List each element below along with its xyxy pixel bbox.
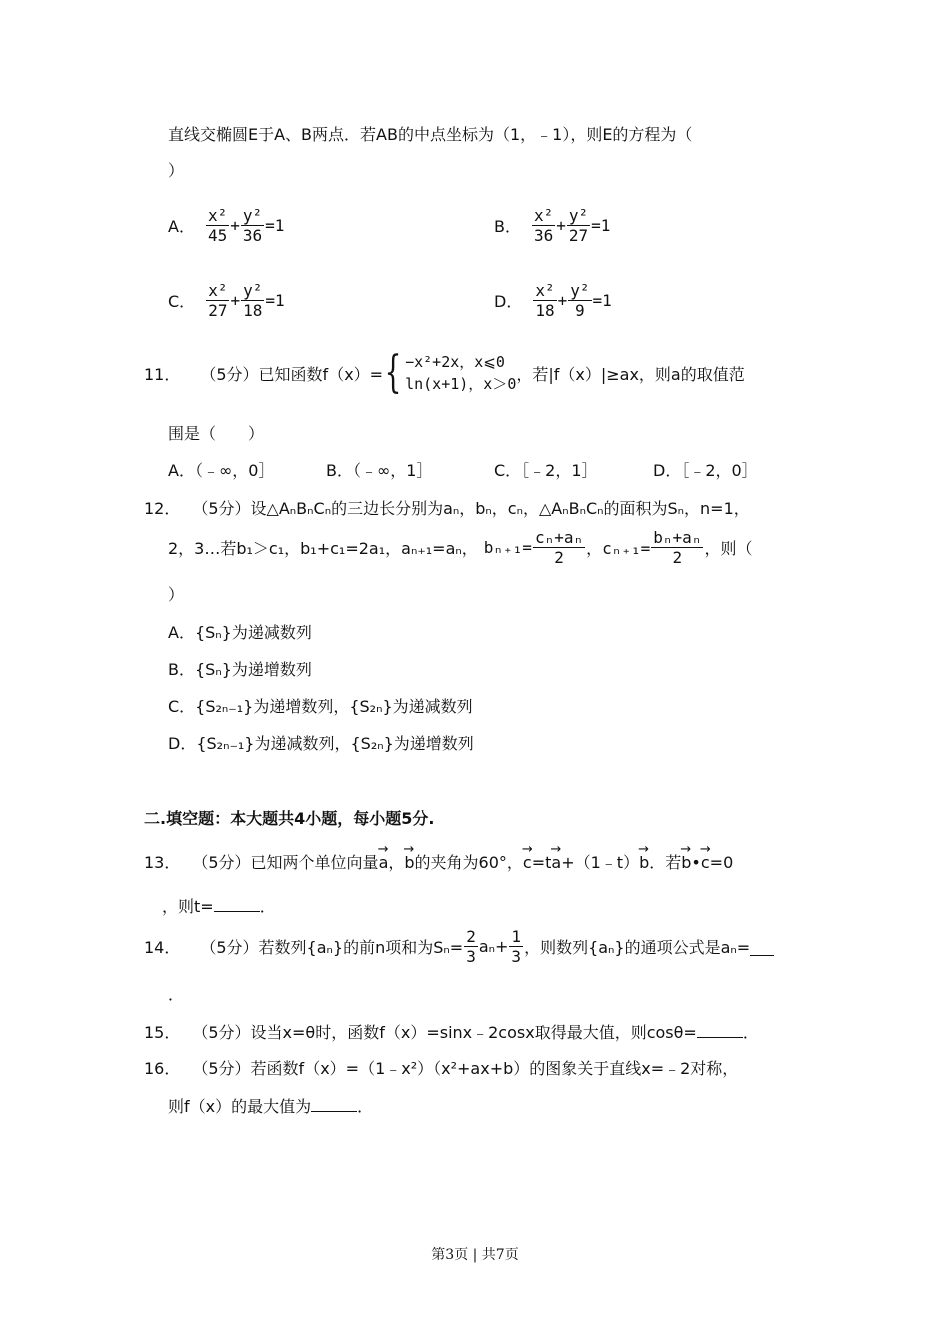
q10-option-b: B． $\frac{\text{x²}}{36}$ + $\frac{\text{y²}}{27}$ =1: [494, 206, 611, 245]
q15-line: 15． （5分）设当x=θ时，函数f（x）=sinx﹣2cosx取得最大值，则cosθ= ．: [144, 1023, 759, 1042]
q12-option-c: C．{S₂ₙ₋₁}为递增数列，{S₂ₙ}为递减数列: [168, 697, 473, 716]
q12-line-2: 2，3…若b₁＞c₁，b₁+c₁=2a₁，aₙ₊₁=aₙ， bₙ₊₁= $\frac{\text{cₙ+aₙ}}{2}$ ，cₙ₊₁= $\frac{\text{bₙ+aₙ}}{2}$ ，则（: [168, 528, 753, 567]
q11-piece-1: −x²+2x，x⩽0: [405, 353, 505, 371]
q10-option-d: D． $\frac{\text{x²}}{18}$ + $\frac{\text{y²}}{9}$ =1: [494, 281, 612, 320]
q11-piece-2: ln(x+1)，x＞0: [405, 375, 517, 393]
vector-a: → a: [379, 852, 389, 874]
q11-option-a: A．（﹣∞，0］: [168, 461, 275, 480]
q12-option-b: B．{Sₙ}为递增数列: [168, 660, 312, 679]
q13-line-2: ，则t= ．: [162, 897, 276, 916]
vector-c: → c: [523, 852, 532, 874]
q10-option-c: C． $\frac{\text{x²}}{27}$ + $\frac{\text{y²}}{18}$ =1: [168, 281, 285, 320]
q10-stem: 直线交椭圆E于A、B两点．若AB的中点坐标为（1，﹣1），则E的方程为（: [168, 125, 693, 144]
q11-option-c: C．［﹣2，1］: [494, 461, 598, 480]
q16-line-2: 则f（x）的最大值为 ．: [168, 1097, 374, 1116]
q13-number: 13．: [144, 853, 181, 872]
q16-number: 16．: [144, 1059, 181, 1078]
q16-line-1: 16． （5分）若函数f（x）=（1﹣x²）（x²+ax+b）的图象关于直线x=﹣2对称，: [144, 1059, 739, 1078]
q14-number: 14．: [144, 938, 181, 957]
q12-option-d: D．{S₂ₙ₋₁}为递减数列，{S₂ₙ}为递增数列: [168, 734, 474, 753]
q11-stem-2: 围是（ ）: [168, 424, 265, 443]
page-footer: 第3页 | 共7页: [431, 1247, 519, 1263]
q15-number: 15．: [144, 1023, 181, 1042]
q14-line-2: ．: [168, 985, 185, 1004]
q11-text: （5分）已知函数f（x）=: [200, 364, 384, 384]
q13-line-1: 13． （5分）已知两个单位向量→ a，→ b的夹角为60°，→ c=t→ a+（1﹣t）→ b．若→ b•→ c=0: [144, 852, 733, 874]
q11-condition: ，若|f（x）|≥ax，则a的取值范: [516, 364, 745, 384]
piecewise-brace: {: [384, 347, 402, 398]
answer-blank: [311, 1111, 357, 1112]
q10-option-a: A． $\frac{\text{x²}}{45}$ + $\frac{\text{y²}}{36}$ =1: [168, 206, 285, 245]
q11-option-b: B．（﹣∞，1］: [326, 461, 433, 480]
answer-blank: [750, 937, 774, 956]
answer-blank: [697, 1037, 743, 1038]
vector-b: → b: [404, 852, 414, 874]
section-title: 二.填空题：本大题共4小题，每小题5分.: [144, 809, 435, 828]
q11-number: 11．: [144, 364, 181, 384]
q11-stem: [144, 347, 745, 398]
q12-stem-end: ）: [168, 585, 185, 604]
q12-option-a: A．{Sₙ}为递减数列: [168, 623, 312, 642]
q11-option-d: D．［﹣2，0］: [653, 461, 758, 480]
q12-line-1: 12． （5分）设△AₙBₙCₙ的三边长分别为aₙ，bₙ，cₙ，△AₙBₙCₙ的面积为Sₙ，n=1，: [144, 499, 750, 518]
q12-number: 12．: [144, 499, 181, 518]
q14-line-1: 14． （5分）若数列{aₙ}的前n项和为Sₙ= $\frac{2}{3}$ aₙ+ $\frac{1}{3}$ ，则数列{aₙ}的通项公式是aₙ=: [144, 927, 774, 966]
answer-blank: [214, 911, 260, 912]
q10-stem-end: ）: [168, 161, 185, 180]
